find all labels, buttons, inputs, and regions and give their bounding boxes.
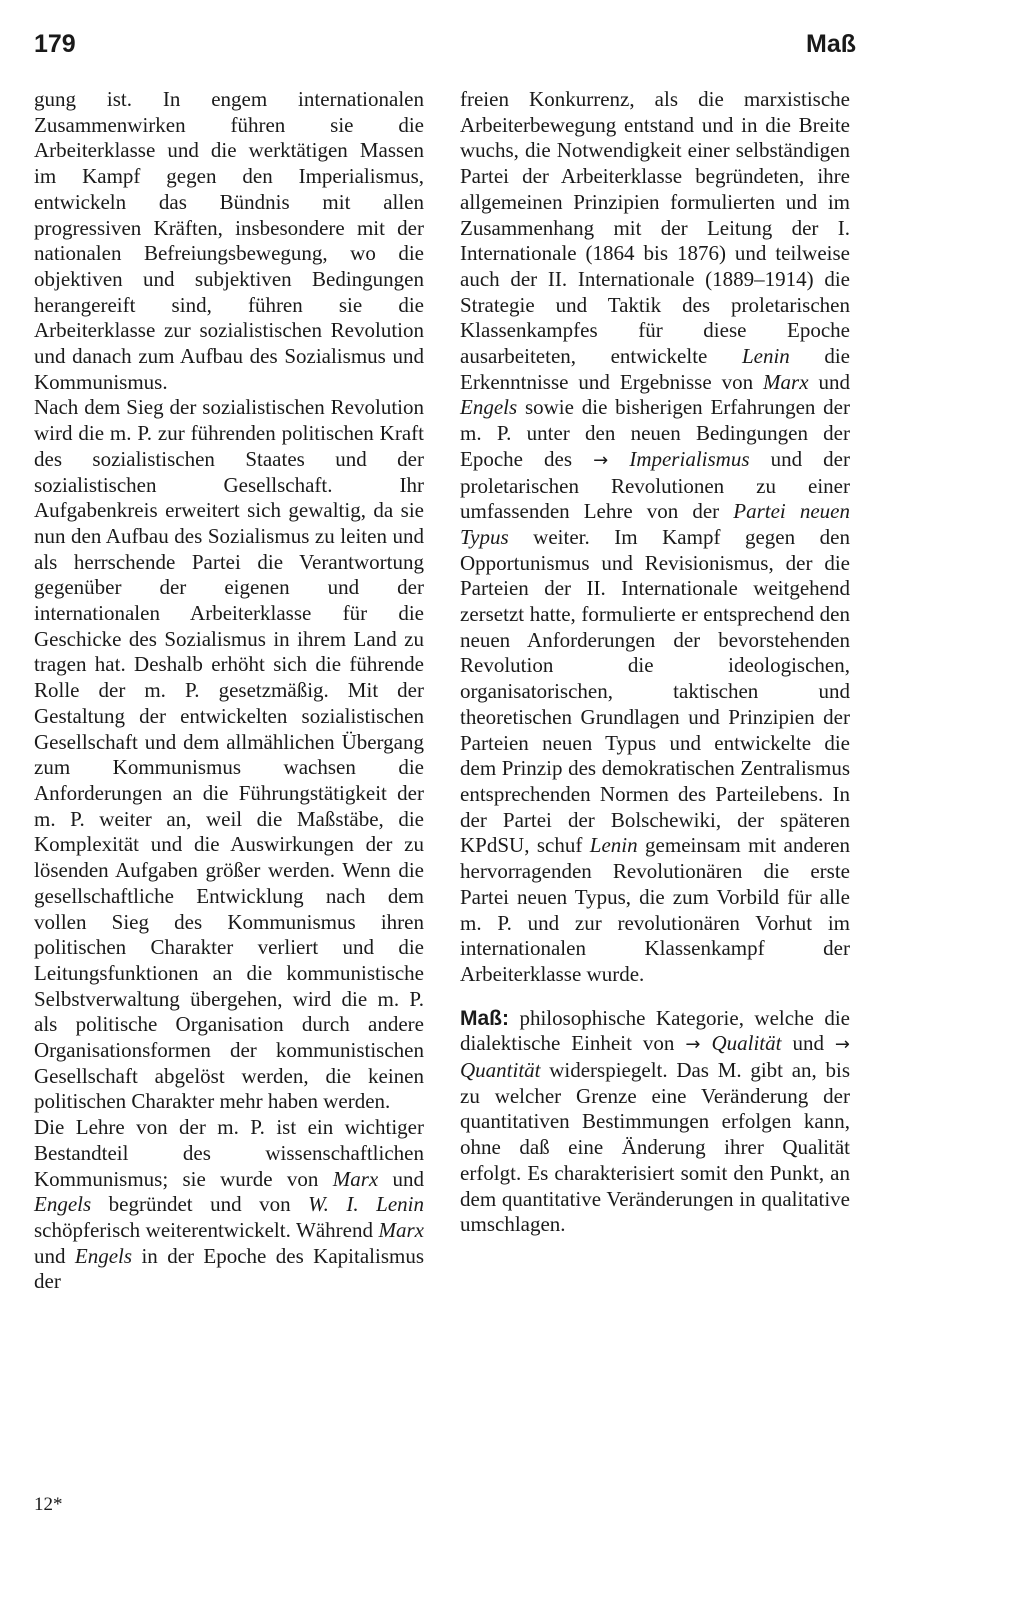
- text: und: [34, 1243, 75, 1268]
- page-number: 179: [34, 30, 76, 58]
- text: widerspiegelt. Das M. gibt an, bis zu welcher Grenze eine Veränderung der quantitativen Bestimmungen erfolgen kann, ohne daß eine Änderung ihrer Qualität erfolgt. Es charakterisiert somit den Punkt, an dem quantitative Veränderungen in qualitative umschlagen.: [460, 1058, 850, 1237]
- entry-mass: [460, 1006, 850, 1238]
- signature-mark: 12*: [34, 1494, 63, 1515]
- entry-lemma: Maß:: [460, 1006, 509, 1030]
- text: weiter. Im Kampf gegen den Opportunismus und Revisionismus, der die Parteien der II. Internationale weitgehend zersetzt hatte, formulierte er entsprechend den neuen Anforderungen der bevorstehenden Revolution die ideologischen, organisatorischen, taktischen und theoretischen Grundlagen und Prinzipien der Parteien neuen Typus und entwickelte die dem Prinzip des demokratischen Zentralismus entsprechenden Normen des Parteilebens. In der Partei der Bolschewiki, der späteren KPdSU, schuf: [460, 524, 850, 858]
- right-column: [460, 87, 850, 1238]
- paragraph-continued: [460, 87, 850, 988]
- text: in der Epoche des Kapitalismus der: [34, 1243, 425, 1294]
- paragraph-2: Nach dem Sieg der sozialistischen Revolution wird die m. P. zur führenden politischen Kraft des sozialistischen Staates und der sozialistischen Gesellschaft. Ihr Aufgabenkreis erweitert sich gewaltig, da sie nun den Aufbau des Sozialismus zu leiten und als herrschende Partei die Verantwortung gegenüber der eigenen und der internationalen Arbeiterklasse für die Geschicke des Sozialismus in ihrem Land zu tragen hat. Deshalb erhöht sich die führende Rolle der m. P. gesetzmäßig. Mit der Gestaltung der entwickelten sozialistischen Gesellschaft und dem allmählichen Übergang zum Kommunismus wachsen die Anforderungen an die Führungstätigkeit der m. P. weiter an, weil die Maßstäbe, die Komplexität und die Auswirkungen der zu lösenden Aufgaben größer werden. Wenn die gesellschaftliche Entwicklung nach dem vollen Sieg des Kommunismus ihren politischen Charakter verliert und die Leitungsfunktionen an die kommunistische Selbstverwaltung übergehen, wird die m. P. als politische Organisation durch andere Organisationsformen der kommunistischen Gesellschaft abgelöst werden, die keinen politischen Charakter mehr haben werden.: [34, 395, 424, 1114]
- person-name: Marx: [332, 1166, 379, 1191]
- text: die Erkenntnisse und Ergebnisse von: [460, 344, 850, 394]
- text: schöpferisch weiterentwickelt. Während: [34, 1217, 379, 1242]
- cross-reference: Partei neuen Typus: [460, 499, 850, 549]
- person-name: Lenin: [589, 833, 638, 858]
- left-column: [34, 87, 424, 1295]
- text: sowie die bisherigen Erfahrungen der m. P. unter den neuen Bedingungen der Epoche des: [460, 395, 850, 471]
- person-name: Engels: [460, 395, 518, 420]
- cross-reference: Imperialismus: [629, 446, 750, 471]
- text: freien Konkurrenz, als die marxistische Arbeiterbewegung entstand und in die Breite wuchs, die Notwendigkeit einer selbständigen Partei der Arbeiterklasse begründeten, ihre allgemeinen Prinzipien formulierten und im Zusammenhang mit der Leitung der I. Internationale (1864 bis 1876) und teilweise auch der II. Internationale (1889–1914) die Strategie und Taktik des proletarischen Klassenkampfes für diese Epoche ausarbeiteten, entwickelte: [460, 87, 850, 369]
- text: gemeinsam mit anderen hervorragenden Revolutionären die erste Partei neuen Typus, die zum Vorbild für alle m. P. und zur revolutionären Vorhut im internationalen Klassenkampf der Arbeiterklasse wurde.: [460, 833, 850, 986]
- text: und der proletarischen Revolutionen zu einer umfassenden Lehre von der: [460, 446, 850, 524]
- person-name: W. I. Lenin: [308, 1192, 424, 1217]
- paragraph-1: gung ist. In engem internationalen Zusammenwirken führen sie die Arbeiterklasse und die werktätigen Massen im Kampf gegen den Imperialismus, entwickeln das Bündnis mit allen progressiven Kräften, insbesondere mit der nationalen Befreiungsbewegung, wo die objektiven und subjektiven Bedingungen herangereift sind, führen sie die Arbeiterklasse zur sozialistischen Revolution und danach zum Aufbau des Sozialismus und Kommunismus.: [34, 87, 424, 394]
- cross-reference: Qualität: [711, 1031, 782, 1056]
- text: begründet und von: [91, 1192, 309, 1217]
- person-name: Engels: [34, 1192, 92, 1217]
- arrow-right-icon: →: [593, 449, 609, 471]
- text: Die Lehre von der m. P. ist ein wichtiger Bestandteil des wissenschaftlichen Kommunismus; sie wurde von: [34, 1115, 424, 1191]
- paragraph-3: [34, 1115, 424, 1295]
- person-name: Marx: [378, 1217, 424, 1242]
- person-name: Marx: [763, 369, 809, 394]
- text: und: [808, 369, 850, 394]
- text: und: [378, 1166, 425, 1191]
- person-name: Engels: [74, 1243, 133, 1268]
- running-head: Maß: [806, 30, 856, 58]
- arrow-right-icon: →: [834, 1034, 851, 1056]
- cross-reference: Quantität: [460, 1058, 541, 1083]
- text: philosophische Kategorie, welche die dialektische Einheit von: [460, 1005, 850, 1056]
- text: und: [781, 1031, 835, 1056]
- arrow-right-icon: →: [685, 1034, 701, 1056]
- person-name: Lenin: [741, 344, 790, 369]
